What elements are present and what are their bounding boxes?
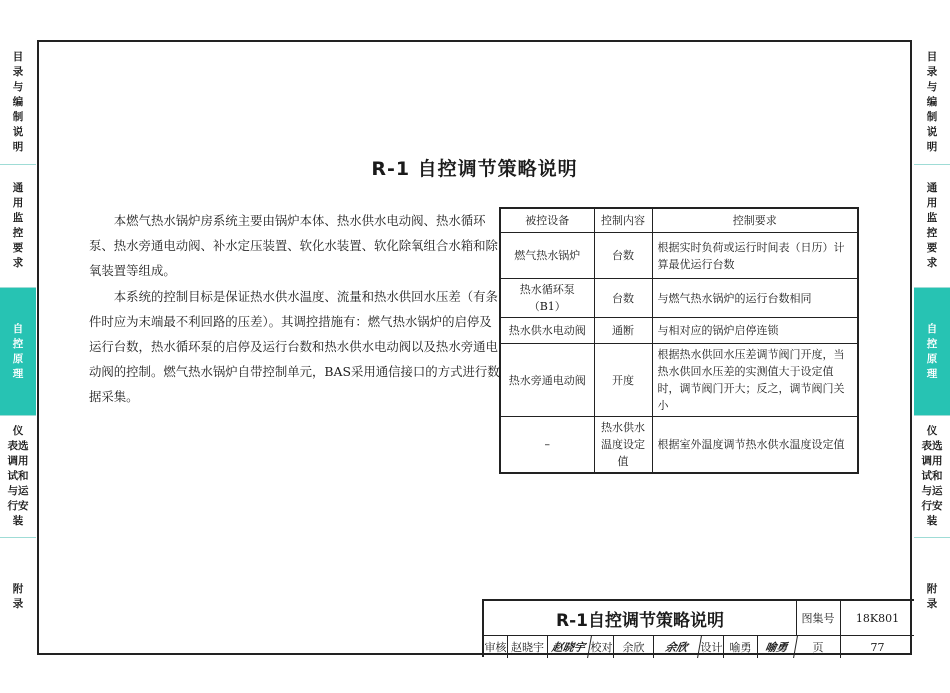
sidebar-tab-contents[interactable]	[0, 40, 36, 165]
control-table	[499, 207, 859, 474]
cell-content: 台数	[594, 279, 652, 318]
cell-requirement: 根据实时负荷或运行时间表（日历）计算最优运行台数	[652, 233, 858, 279]
sidebar-tab-instruments[interactable]	[0, 416, 36, 538]
sidebar-tab-instruments[interactable]	[914, 416, 950, 538]
cell-content: 热水供水温度设定值	[594, 417, 652, 474]
cell-content: 通断	[594, 318, 652, 344]
table-row	[500, 233, 858, 279]
sidebar-tab-contents[interactable]	[914, 40, 950, 165]
title-block	[482, 599, 914, 657]
sidebar-tab-label: 仪 表选 调用 试和 与运 行安 装	[921, 425, 943, 527]
sidebar-tab-label: 通 用 监 控 要 求	[12, 182, 24, 269]
check-label: 校对	[590, 636, 614, 658]
header-content: 控制内容	[594, 208, 652, 233]
sidebar-tab-label: 通 用 监 控 要 求	[926, 182, 938, 269]
design-name: 喻勇	[724, 636, 758, 658]
header-requirement: 控制要求	[652, 208, 858, 233]
review-label: 审核	[484, 636, 508, 658]
cell-requirement: 与燃气热水锅炉的运行台数相同	[652, 279, 858, 318]
cell-requirement: 与相对应的锅炉启停连锁	[652, 318, 858, 344]
title-block-title: R-1自控调节策略说明	[484, 601, 797, 635]
drawing-frame	[37, 40, 912, 655]
cell-device: 热水供水电动阀	[500, 318, 594, 344]
table-row	[500, 279, 858, 318]
cell-device: 热水循环泵（B1）	[500, 279, 594, 318]
paragraph: 本燃气热水锅炉房系统主要由锅炉本体、热水供水电动阀、热水循环泵、热水旁通电动阀、补水定压装置、软化水装置、软化除氧组合水箱和除氧装置等组成。	[89, 213, 498, 279]
page-label: 页	[796, 636, 841, 658]
sidebar-tab-label: 目 录 与 编 制 说 明	[12, 50, 24, 153]
cell-device: 燃气热水锅炉	[500, 233, 594, 279]
cell-requirement: 根据热水供回水压差调节阀门开度，当热水供回水压差的实测值大于设定值时，调节阀门开大；反之，调节阀门关小	[652, 344, 858, 417]
atlas-no-label: 图集号	[796, 601, 841, 635]
sidebar-tab-label: 自 控 原 理	[12, 322, 24, 380]
sidebar-tab-general[interactable]	[0, 165, 36, 288]
sidebar-tab-principle[interactable]	[914, 288, 950, 416]
sidebar-tab-label: 附 录	[12, 582, 24, 610]
paragraph: 本系统的控制目标是保证热水供水温度、流量和热水供回水压差（有条件时应为末端最不利回路的压差）。其调控措施有：燃气热水锅炉的启停及运行台数，热水循环泵的启停及运行台数和热水供水电动阀以及热水旁通电动阀的控制。燃气热水锅炉自带控制单元，BAS采用通信接口的方式进行数据采集。	[89, 288, 500, 405]
review-signature: 赵晓宇	[546, 636, 592, 658]
cell-content: 开度	[594, 344, 652, 417]
cell-device: 热水旁通电动阀	[500, 344, 594, 417]
sidebar-tab-principle[interactable]	[0, 288, 36, 416]
cell-content: 台数	[594, 233, 652, 279]
signature-row	[484, 635, 914, 658]
sidebar-tab-appendix[interactable]	[914, 538, 950, 655]
sidebar-tab-label: 自 控 原 理	[926, 322, 938, 380]
table-row	[500, 344, 858, 417]
header-device: 被控设备	[500, 208, 594, 233]
sidebar-tab-appendix[interactable]	[0, 538, 36, 655]
cell-requirement: 根据室外温度调节热水供水温度设定值	[652, 417, 858, 474]
cell-device: –	[500, 417, 594, 474]
design-signature: 喻勇	[756, 636, 798, 658]
page-title: R-1 自控调节策略说明	[371, 158, 578, 180]
table-row	[500, 417, 858, 474]
review-name: 赵晓宇	[508, 636, 548, 658]
atlas-no: 18K801	[855, 611, 900, 625]
sidebar-tab-general[interactable]	[914, 165, 950, 288]
design-label: 设计	[700, 636, 724, 658]
sidebar-tab-label: 目 录 与 编 制 说 明	[926, 50, 938, 153]
check-signature: 余欣	[652, 636, 702, 658]
sidebar-tab-label: 附 录	[926, 582, 938, 610]
table-header-row	[500, 208, 858, 233]
table-row	[500, 318, 858, 344]
sidebar-tab-label: 仪 表选 调用 试和 与运 行安 装	[7, 425, 29, 527]
page-number: 77	[870, 640, 885, 654]
description-text	[89, 208, 504, 410]
check-name: 余欣	[614, 636, 654, 658]
